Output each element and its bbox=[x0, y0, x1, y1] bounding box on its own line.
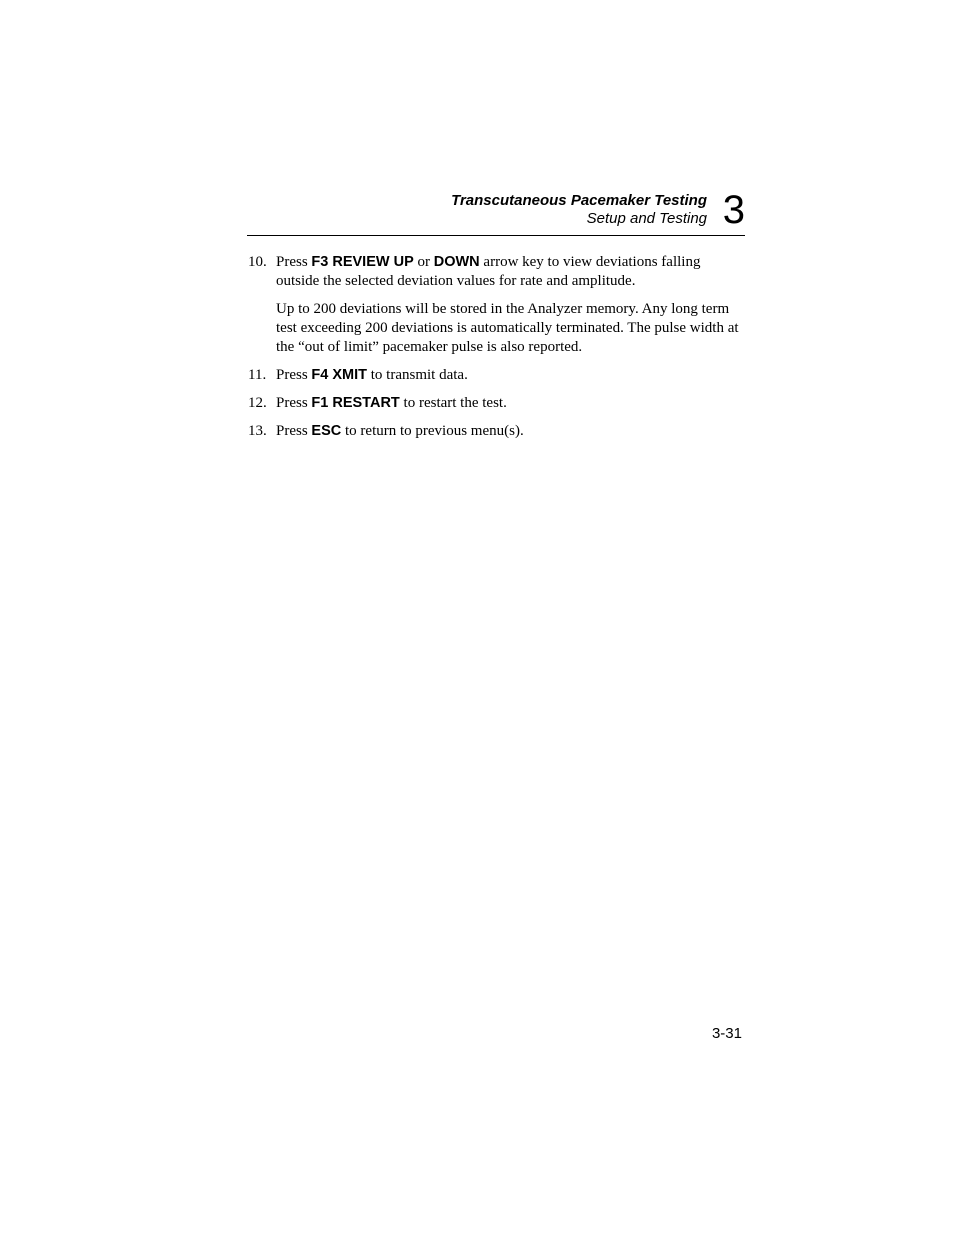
procedure-steps bbox=[247, 253, 745, 450]
key-label: DOWN bbox=[433, 254, 480, 270]
step-text: Press F4 XMIT to transmit data. bbox=[276, 367, 468, 383]
step-text: Press F3 REVIEW UP or DOWN arrow key to view deviations falling outside the selected deviation values for rate and amplitude. bbox=[276, 254, 701, 289]
chapter-title: Transcutaneous Pacemaker Testing bbox=[451, 192, 707, 209]
page-header bbox=[247, 190, 745, 236]
key-label: F3 REVIEW UP bbox=[311, 254, 414, 270]
step-text: Press ESC to return to previous menu(s). bbox=[276, 423, 524, 439]
step-12 bbox=[247, 394, 745, 413]
step-13 bbox=[247, 422, 745, 441]
step-11 bbox=[247, 366, 745, 385]
key-label: F1 RESTART bbox=[311, 395, 400, 411]
step-number: 10. bbox=[248, 254, 267, 270]
section-title: Setup and Testing bbox=[586, 210, 707, 227]
step-number: 12. bbox=[248, 395, 267, 411]
chapter-number: 3 bbox=[722, 188, 745, 232]
step-10 bbox=[247, 253, 745, 357]
step-note: Up to 200 deviations will be stored in the Analyzer memory. Any long term test exceeding 200 deviations is automatically terminated. The pulse width at the “out of limit” pacemaker pulse is also reported. bbox=[276, 301, 739, 355]
page-number: 3-31 bbox=[711, 1025, 742, 1042]
step-number: 13. bbox=[248, 423, 267, 439]
step-text: Press F1 RESTART to restart the test. bbox=[276, 395, 507, 411]
step-number: 11. bbox=[248, 367, 267, 383]
key-label: F4 XMIT bbox=[311, 367, 368, 383]
key-label: ESC bbox=[311, 423, 342, 439]
